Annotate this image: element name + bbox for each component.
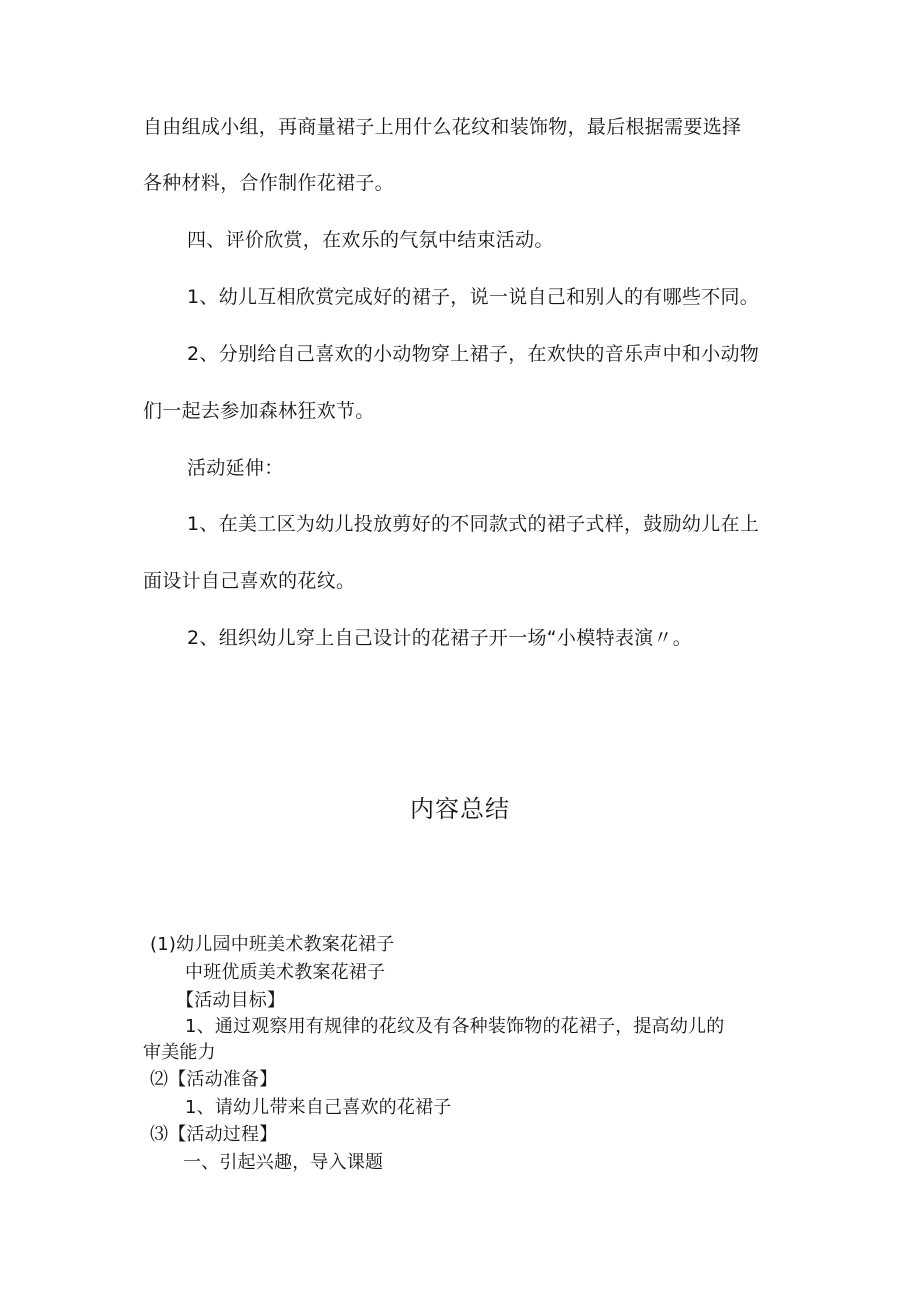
paragraph-line: 们一起去参加森林狂欢节。: [143, 400, 375, 422]
paragraph-line: 各种材料，合作制作花裙子。: [143, 172, 394, 194]
paragraph-line: 1、在美工区为幼儿投放剪好的不同款式的裙子式样，鼓励幼儿在上: [187, 513, 760, 535]
paragraph-line: 自由组成小组，再商量裙子上用什么花纹和装饰物，最后根据需要选择: [143, 116, 742, 138]
summary-subitem: 1、请幼儿带来自己喜欢的花裙子: [185, 1097, 452, 1118]
summary-subitem: 一、引起兴趣，导入课题: [183, 1152, 384, 1173]
section-heading: 四、评价欣赏，在欢乐的气氛中结束活动。: [187, 229, 554, 251]
summary-subitem: 中班优质美术教案花裙子: [185, 962, 386, 983]
section-heading: 活动延伸：: [187, 457, 284, 479]
summary-heading: 【活动目标】: [176, 990, 286, 1011]
summary-item: (1)幼儿园中班美术教案花裙子: [150, 934, 395, 955]
summary-title: 内容总结: [410, 795, 510, 823]
summary-line: 1、通过观察用有规律的花纹及有各种装饰物的花裙子，提高幼儿的: [185, 1016, 725, 1037]
summary-item: ⑵【活动准备】: [150, 1069, 278, 1090]
summary-line: 审美能力: [143, 1042, 216, 1063]
paragraph-line: 面设计自己喜欢的花纹。: [143, 570, 356, 592]
paragraph-line: 2、组织幼儿穿上自己设计的花裙子开一场“小模特表演〃。: [187, 627, 693, 649]
paragraph-line: 1、幼儿互相欣赏完成好的裙子，说一说自己和别人的有哪些不同。: [187, 286, 760, 308]
paragraph-line: 2、分别给自己喜欢的小动物穿上裙子，在欢快的音乐声中和小动物: [187, 343, 760, 365]
summary-item: ⑶【活动过程】: [150, 1124, 278, 1145]
